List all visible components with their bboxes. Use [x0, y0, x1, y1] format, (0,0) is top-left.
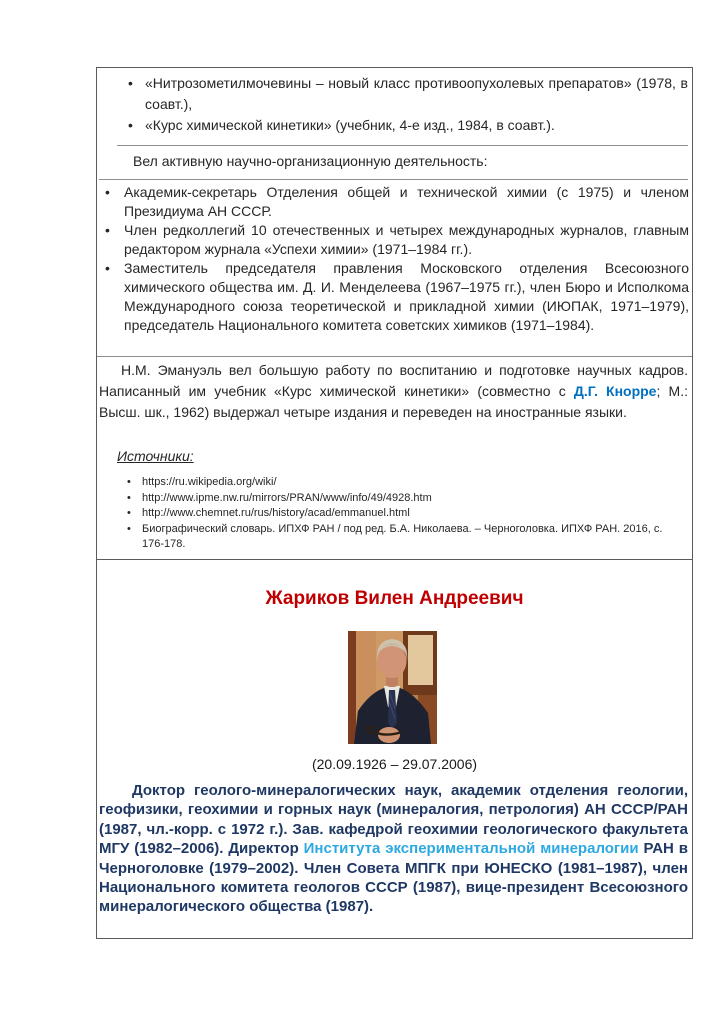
iem-link[interactable]: Института экспериментальной минералогии	[303, 840, 639, 858]
portrait-photo	[348, 631, 437, 744]
bio-section-zharikov	[97, 559, 692, 938]
bio-section-emanuel	[97, 68, 692, 559]
summary-paragraph	[99, 781, 688, 917]
source-list-item: • Биографический словарь. ИПХФ РАН / под ред. Б.А. Николаева. – Черноголовка. ИПХФ РАН. 2016, с. 176-178.	[97, 522, 686, 553]
closing-text-before: Н.М. Эмануэль вел большую работу по воспитанию и подготовке научных кадров. Написанный им учебник «Курс химической кинетики» (совместно с	[99, 362, 688, 399]
work-list-item: • «Нитрозометилмочевины – новый класс противоопухолевых препаратов» (1978, в соавт.),	[97, 73, 688, 115]
works-list	[97, 73, 688, 136]
source-list-item: • http://www.chemnet.ru/rus/history/acad/emmanuel.html	[97, 506, 686, 522]
source-list-item: • https://ru.wikipedia.org/wiki/	[97, 475, 686, 491]
divider-line	[97, 356, 692, 357]
closing-paragraph	[99, 360, 688, 423]
closing-text-after: ; М.: Высш. шк., 1962) выдержал четыре издания и переведен на иностранные языки.	[99, 383, 688, 420]
biography-table	[96, 67, 693, 939]
divider-line	[117, 145, 688, 146]
sources-label: Источники:	[117, 448, 194, 464]
position-list-item: • Академик-секретарь Отделения общей и технической химии (с 1975) и членом Президиума АН СССР.	[97, 183, 689, 221]
sources-list	[97, 475, 686, 553]
knorre-link[interactable]: Д.Г. Кнорре	[573, 383, 657, 399]
source-list-item: • http://www.ipme.nw.ru/mirrors/PRAN/www/info/49/4928.htm	[97, 491, 686, 507]
person-name-heading: Жариков Вилен Андреевич	[265, 588, 524, 609]
activity-intro: Вел активную научно-организационную деятельность:	[133, 153, 488, 169]
life-dates: (20.09.1926 – 29.07.2006)	[311, 756, 478, 772]
divider-line	[99, 179, 688, 180]
position-list-item: • Заместитель председателя правления Московского отделения Всесоюзного химического общества им. Д. И. Менделеева (1967–1975 гг.), член Бюро и Исполкома Международного союза теоретической и прикладной химии (ИЮПАК, 1971–1979), председатель Национального комитета советских химиков (1971–1984).	[97, 259, 689, 335]
position-list-item: • Член редколлегий 10 отечественных и четырех международных журналов, главным редактором журнала «Успехи химии» (1971–1984 гг.).	[97, 221, 689, 259]
summary-text-after: РАН в Черноголовке (1979–2002). Член Совета МПГК при ЮНЕСКО (1981–1987), член Национального комитета геологов СССР (1987), вице-президент Всесоюзного минералогического общества (1987).	[99, 840, 688, 916]
summary-text-before: Доктор геолого-минералогических наук, академик отделения геологии, геофизики, геохимии и горных наук (минералогия, петрология) АН СССР/РАН (1987, чл.-корр. с 1972 г.). Зав. кафедрой геохимии геологического факультета МГУ (1982–2006). Директор	[99, 782, 688, 858]
work-list-item: • «Курс химической кинетики» (учебник, 4-е изд., 1984, в соавт.).	[97, 115, 688, 136]
positions-list	[97, 183, 689, 335]
portrait-photo-illustration	[348, 631, 437, 744]
